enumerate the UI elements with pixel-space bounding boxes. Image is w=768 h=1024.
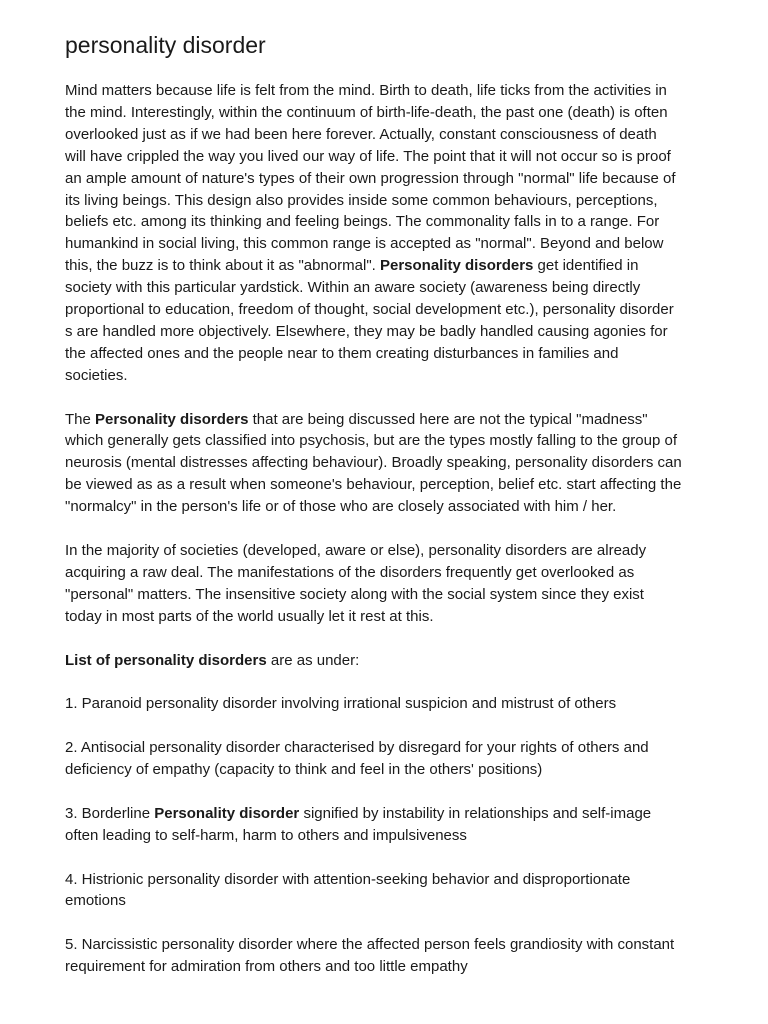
plain-text: this, the buzz is to think about it as "abnormal". — [65, 257, 380, 275]
list-item — [65, 737, 705, 781]
text-line: overlooked just as if we had been here forever. Actually, constant consciousness of death — [65, 125, 657, 143]
list-item — [65, 869, 705, 913]
text-line: the affected ones and the people near to them creating disturbances in families and — [65, 344, 619, 362]
text-line: "normalcy" in the person's life or of those who are closely associated with him / her. — [65, 498, 617, 516]
bold-term: Personality disorders — [95, 410, 249, 428]
bold-term: Personality disorder — [154, 804, 300, 822]
text-line — [65, 409, 705, 431]
list-heading — [65, 650, 705, 672]
plain-text: The — [65, 410, 96, 428]
plain-text: are as under: — [266, 651, 360, 669]
bold-term: List of personality disorders — [65, 651, 267, 669]
list-item — [65, 934, 705, 978]
list-item — [65, 693, 705, 715]
text-line: s are handled more objectively. Elsewhere, they may be badly handled causing agonies for — [65, 322, 668, 340]
text-line: neurosis (mental distresses affecting behaviour). Broadly speaking, personality disorders can — [65, 454, 682, 472]
bold-term: Personality disorders — [379, 257, 534, 275]
plain-text: get identified in — [533, 257, 639, 275]
text-line: Mind matters because life is felt from the mind. Birth to death, life ticks from the activities in — [65, 82, 667, 99]
plain-text: that are being discussed here are not the typical "madness" — [248, 410, 648, 428]
text-line — [65, 650, 705, 672]
text-line: 4. Histrionic personality disorder with attention-seeking behavior and disproportionate — [65, 870, 631, 888]
text-line: deficiency of empathy (capacity to think and feel in the others' positions) — [65, 761, 543, 779]
text-line: 1. Paranoid personality disorder involving irrational suspicion and mistrust of others — [65, 695, 617, 713]
text-line: 2. Antisocial personality disorder characterised by disregard for your rights of others and — [65, 739, 649, 757]
text-line: 5. Narcissistic personality disorder where the affected person feels grandiosity with constant — [65, 936, 675, 954]
plain-text: 3. Borderline — [65, 804, 155, 822]
text-line — [65, 803, 705, 825]
text-line: proportional to education, freedom of thought, social development etc.), personality disorder — [65, 301, 674, 319]
third-paragraph — [65, 540, 705, 628]
text-line — [65, 255, 705, 277]
page-title: personality disorder — [65, 32, 266, 58]
text-line: emotions — [65, 892, 126, 910]
document-page — [65, 0, 705, 978]
text-line: will have crippled the way you lived our way of life. The point that it will not occur so is proof — [65, 147, 671, 165]
text-line: humankind in social living, this common range is accepted as "normal". Beyond and below — [65, 235, 664, 253]
text-line: today in most parts of the world usually let it rest at this. — [65, 607, 434, 625]
text-line: the mind. Interestingly, within the continuum of birth-life-death, the past one (death) is often — [65, 103, 668, 121]
text-line: societies. — [65, 366, 128, 384]
text-line: In the majority of societies (developed, aware or else), personality disorders are already — [65, 542, 647, 559]
text-line: requirement for admiration from others and too little empathy — [65, 958, 468, 976]
intro-paragraph — [65, 80, 705, 387]
list-item — [65, 803, 705, 847]
text-line: "personal" matters. The insensitive society along with the social system since they exist — [65, 585, 644, 603]
text-line: its living beings. This design also provides inside some common behaviours, perceptions, — [65, 191, 658, 209]
text-line: acquiring a raw deal. The manifestations of the disorders frequently get overlooked as — [65, 563, 635, 581]
text-line: beliefs etc. among its thinking and feeling beings. The commonality falls in to a range. For — [65, 213, 660, 231]
second-paragraph — [65, 409, 705, 519]
text-line: often leading to self-harm, harm to others and impulsiveness — [65, 826, 467, 844]
text-line: which generally gets classified into psychosis, but are the types mostly falling to the group of — [65, 432, 677, 450]
text-line: be viewed as as a result when someone's behaviour, perception, belief etc. start affecting the — [65, 476, 682, 494]
text-line: an ample amount of nature's types of their own progression through "normal" life because of — [65, 169, 676, 187]
plain-text: signified by instability in relationships and self-image — [299, 804, 652, 822]
text-line: society with this particular yardstick. Within an aware society (awareness being directly — [65, 279, 641, 297]
